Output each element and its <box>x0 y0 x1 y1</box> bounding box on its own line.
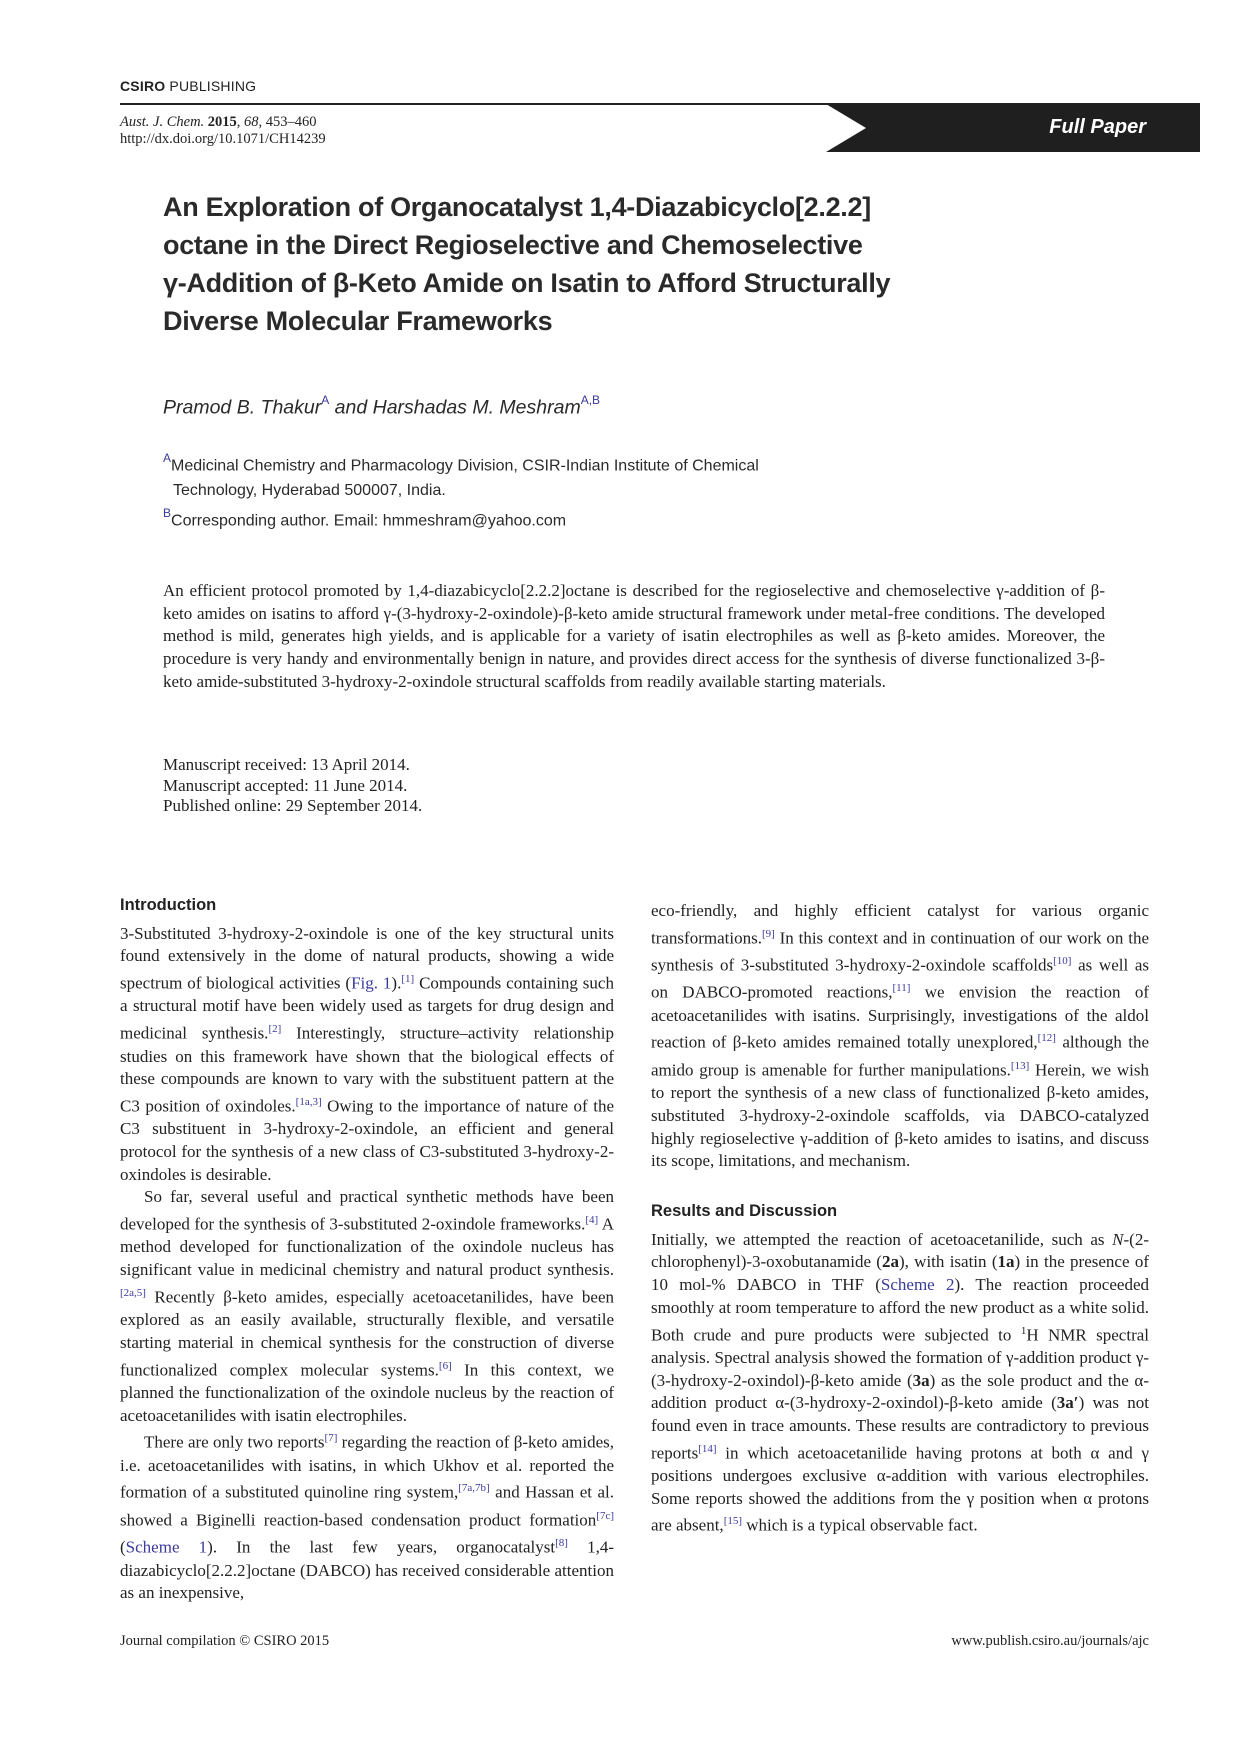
abstract: An efficient protocol promoted by 1,4-diazabicyclo[2.2.2]octane is described for the regioselective and chemoselective γ-addition of β-keto amides on isatins to afford γ-(3-hydroxy-2-oxindole)-β-keto amide structural framework under metal-free conditions. The developed method is mild, generates high yields, and is applicable for a variety of isatin electrophiles as well as β-keto amides. Moreover, the procedure is very handy and environmentally benign in nature, and provides direct access for the synthesis of diverse functionalized 3-β-keto amide-substituted 3-hydroxy-2-oxindole structural scaffolds from readily available starting materials. <box>163 581 1105 691</box>
date-accepted: Manuscript accepted: 11 June 2014. <box>163 775 408 795</box>
text-run: as well as on DABCO-promoted reactions, <box>651 955 1150 1003</box>
author-name: Pramod B. Thakur <box>163 396 322 419</box>
text-run: A method developed for functionalization of the oxindole nucleus has significant value in medicinal chemistry and natural product synthesis. <box>120 1214 615 1280</box>
citation: Aust. J. Chem. 2015, 68, 453–460 http://dx.doi.org/10.1071/CH14239 <box>120 114 326 147</box>
citation-link[interactable]: [4] <box>585 1214 599 1227</box>
text-run: Interestingly, structure–activity relationship studies on this framework have shown that the biological effects of these compounds are known to vary with the substituent pattern at the C3 position of oxindoles. <box>120 1023 614 1116</box>
citation-link[interactable]: [9] <box>761 927 775 940</box>
affiliations <box>163 448 759 534</box>
citation-link[interactable]: [7] <box>324 1432 338 1445</box>
citation-link[interactable]: [7a,7b] <box>458 1482 490 1495</box>
compound-label: 3a <box>912 1370 930 1390</box>
text-run: Compounds containing such a structural motif have been widely used as targets for drug design and medicinal synthesis. <box>120 973 614 1043</box>
publisher-bold: CSIRO <box>120 78 166 94</box>
text-run: ). The reaction proceeded smoothly at room temperature to afford the new product as a white solid. Both crude and pure products were subjected to <box>651 1275 1149 1345</box>
text-run: ), with isatin ( <box>898 1252 998 1272</box>
citation-link[interactable]: [10] <box>1053 955 1072 968</box>
citation-link[interactable]: [15] <box>723 1515 743 1528</box>
text-run: In this context, we planned the functionalization of the oxindole nucleus by the reaction of acetoacetanilides with isatin electrophiles. <box>120 1360 614 1425</box>
journal-name: Aust. J. Chem. <box>120 114 205 130</box>
text-run: There are only two reports <box>144 1433 325 1453</box>
title-line: An Exploration of Organocatalyst 1,4-Diazabicyclo[2.2.2] <box>163 192 871 222</box>
text-run: regarding the reaction of β-keto amides, i.e. acetoacetanilides with isatins, in which Ukhov et al. reported the formation of a substituted quinoline ring system, <box>120 1433 614 1503</box>
citation-link[interactable]: [6] <box>438 1359 452 1372</box>
text-run: Herein, we wish to report the synthesis of a new class of functionalized β-keto amides, substituted 3-hydroxy-2-oxindole scaffolds, via DABCO-catalyzed highly regioselective γ-addition of β-keto amides to isatins, and discuss its scope, limitations, and mechanism. <box>651 1060 1149 1171</box>
text-run: which is a typical observable fact. <box>742 1516 978 1536</box>
citation-link[interactable]: [12] <box>1037 1032 1056 1045</box>
text-run: H NMR spectral analysis. Spectral analysis showed the formation of γ-addition product γ-(3-hydroxy-2-oxindol)-β-keto amide ( <box>651 1325 1149 1390</box>
text-run-italic: N <box>1112 1229 1124 1249</box>
citation-link[interactable]: [7c] <box>596 1509 614 1522</box>
paragraph <box>651 1229 1149 1538</box>
text-run: although the amido group is amenable for further manipulations. <box>651 1033 1150 1080</box>
title-line: γ-Addition of β-Keto Amide on Isatin to Afford Structurally <box>163 268 891 298</box>
figure-link[interactable]: Fig. 1 <box>351 973 392 993</box>
date-published: Published online: 29 September 2014. <box>163 796 423 815</box>
publisher-rest: PUBLISHING <box>165 78 257 94</box>
publisher-name <box>120 78 256 94</box>
footer-journal-link[interactable]: www.publish.csiro.au/journals/ajc <box>951 1633 1149 1649</box>
text-run: -(2-chlorophenyl)-3-oxobutanamide ( <box>651 1229 1149 1272</box>
paragraph <box>651 900 1149 1173</box>
citation-link[interactable]: [11] <box>892 982 911 995</box>
citation-link[interactable]: [8] <box>555 1537 568 1550</box>
citation-link[interactable]: [14] <box>698 1442 717 1455</box>
text-run: Recently β-keto amides, especially acetoacetanilides, have been explored as an easily available, structurally flexible, and versatile starting material in chemical synthesis for the construction of diverse functionalized complex molecular systems. <box>120 1287 614 1380</box>
text-run: Owing to the importance of nature of the C3 substituent in 3-hydroxy-2-oxindole, an efficient and general protocol for the synthesis of a new class of C3-substituted 3-hydroxy-2-oxindoles is desirable. <box>120 1096 614 1184</box>
affil-a-line2: Technology, Hyderabad 500007, India. <box>173 482 446 500</box>
text-run: Initially, we attempted the reaction of acetoacetanilide, such as <box>651 1229 1113 1249</box>
author-separator: and <box>329 396 373 419</box>
citation-link[interactable]: [1] <box>401 973 415 986</box>
article-title <box>163 188 1063 340</box>
affil-sup: B <box>163 506 172 521</box>
paper-type-label: Full Paper <box>1049 116 1146 138</box>
footer-copyright: Journal compilation © CSIRO 2015 <box>120 1633 330 1649</box>
scheme-link[interactable]: Scheme 1 <box>125 1537 208 1557</box>
section-spacer <box>651 1173 1149 1200</box>
paper-type-banner <box>826 104 1200 152</box>
author-affil-sup: A,B <box>580 393 601 407</box>
text-run: ( <box>120 1537 126 1557</box>
journal-year: 2015 <box>207 114 237 130</box>
citation-link[interactable]: [2a,5] <box>120 1286 146 1299</box>
compound-label: 3a′ <box>1056 1393 1079 1413</box>
text-run: in which acetoacetanilide having protons at both α and γ positions undergoes exclusive α-addition with various electrophiles. Some reports showed the additions from the γ position when α protons are absent, <box>651 1443 1149 1536</box>
journal-pages: , 453–460 <box>258 114 317 130</box>
text-run: and Hassan et al. showed a Biginelli reaction-based condensation product formation <box>120 1483 614 1530</box>
doi-link[interactable]: http://dx.doi.org/10.1071/CH14239 <box>120 131 326 147</box>
author-affil-sup: A <box>321 393 330 407</box>
manuscript-dates <box>163 755 422 817</box>
text-run: ) in the presence of 10 mol-% DABCO in THF ( <box>651 1252 1149 1295</box>
body-column-right <box>651 900 1149 1538</box>
paragraph <box>120 923 614 1187</box>
body-column-left <box>120 894 614 1605</box>
text-run: 3-Substituted 3-hydroxy-2-oxindole is one of the key structural units found extensively in the dome of natural products, showing a wide spectrum of biological activities ( <box>120 923 614 993</box>
text-run: So far, several useful and practical synthetic methods have been developed for the synthesis of 3-substituted 2-oxindole frameworks. <box>120 1187 614 1234</box>
text-run: ) as the sole product and the α-addition product α-(3-hydroxy-2-oxindol)-β-keto amide ( <box>651 1370 1149 1413</box>
compound-label: 2a <box>881 1252 899 1272</box>
text-run: eco-friendly, and highly efficient catalyst for various organic transformations. <box>651 901 1149 948</box>
affil-a-line1: Medicinal Chemistry and Pharmacology Division, CSIR-Indian Institute of Chemical <box>171 457 759 475</box>
affil-sup: A <box>163 451 172 465</box>
text-run: 1,4-diazabicyclo[2.2.2]octane (DABCO) has received considerable attention as an inexpensive, <box>120 1537 614 1603</box>
text-run: In this context and in continuation of our work on the synthesis of 3-substituted 3-hydroxy-2-oxindole scaffolds <box>651 928 1149 975</box>
text-run: ). <box>391 973 402 993</box>
paragraph <box>120 1427 614 1605</box>
compound-label: 1a <box>997 1252 1015 1272</box>
section-heading-results: Results and Discussion <box>651 1202 838 1221</box>
date-received: Manuscript received: 13 April 2014. <box>163 755 410 774</box>
text-run: ) was not found even in trace amounts. These results are contradictory to previous reports <box>651 1393 1149 1463</box>
citation-link[interactable]: [1a,3] <box>295 1095 322 1108</box>
author-name: Harshadas M. Meshram <box>372 396 581 419</box>
text-run: ). In the last few years, organocatalyst <box>207 1537 556 1557</box>
title-line: Diverse Molecular Frameworks <box>163 306 553 336</box>
title-line: octane in the Direct Regioselective and Chemoselective <box>163 230 863 260</box>
author-list <box>163 395 600 420</box>
corresponding-author: Corresponding author. Email: hmmeshram@yahoo.com <box>171 512 567 530</box>
citation-link[interactable]: [13] <box>1010 1059 1030 1072</box>
scheme-link[interactable]: Scheme 2 <box>880 1275 955 1295</box>
journal-volume: 68 <box>244 114 259 130</box>
citation-link[interactable]: [2] <box>268 1023 282 1036</box>
section-heading-introduction: Introduction <box>120 896 217 914</box>
paragraph <box>120 1186 614 1427</box>
isotope-sup: 1 <box>1020 1324 1027 1337</box>
text-run: we envision the reaction of acetoacetanilides with isatins. Surprisingly, investigations of the aldol reaction of β-keto amides remained totally unexplored, <box>651 983 1149 1053</box>
